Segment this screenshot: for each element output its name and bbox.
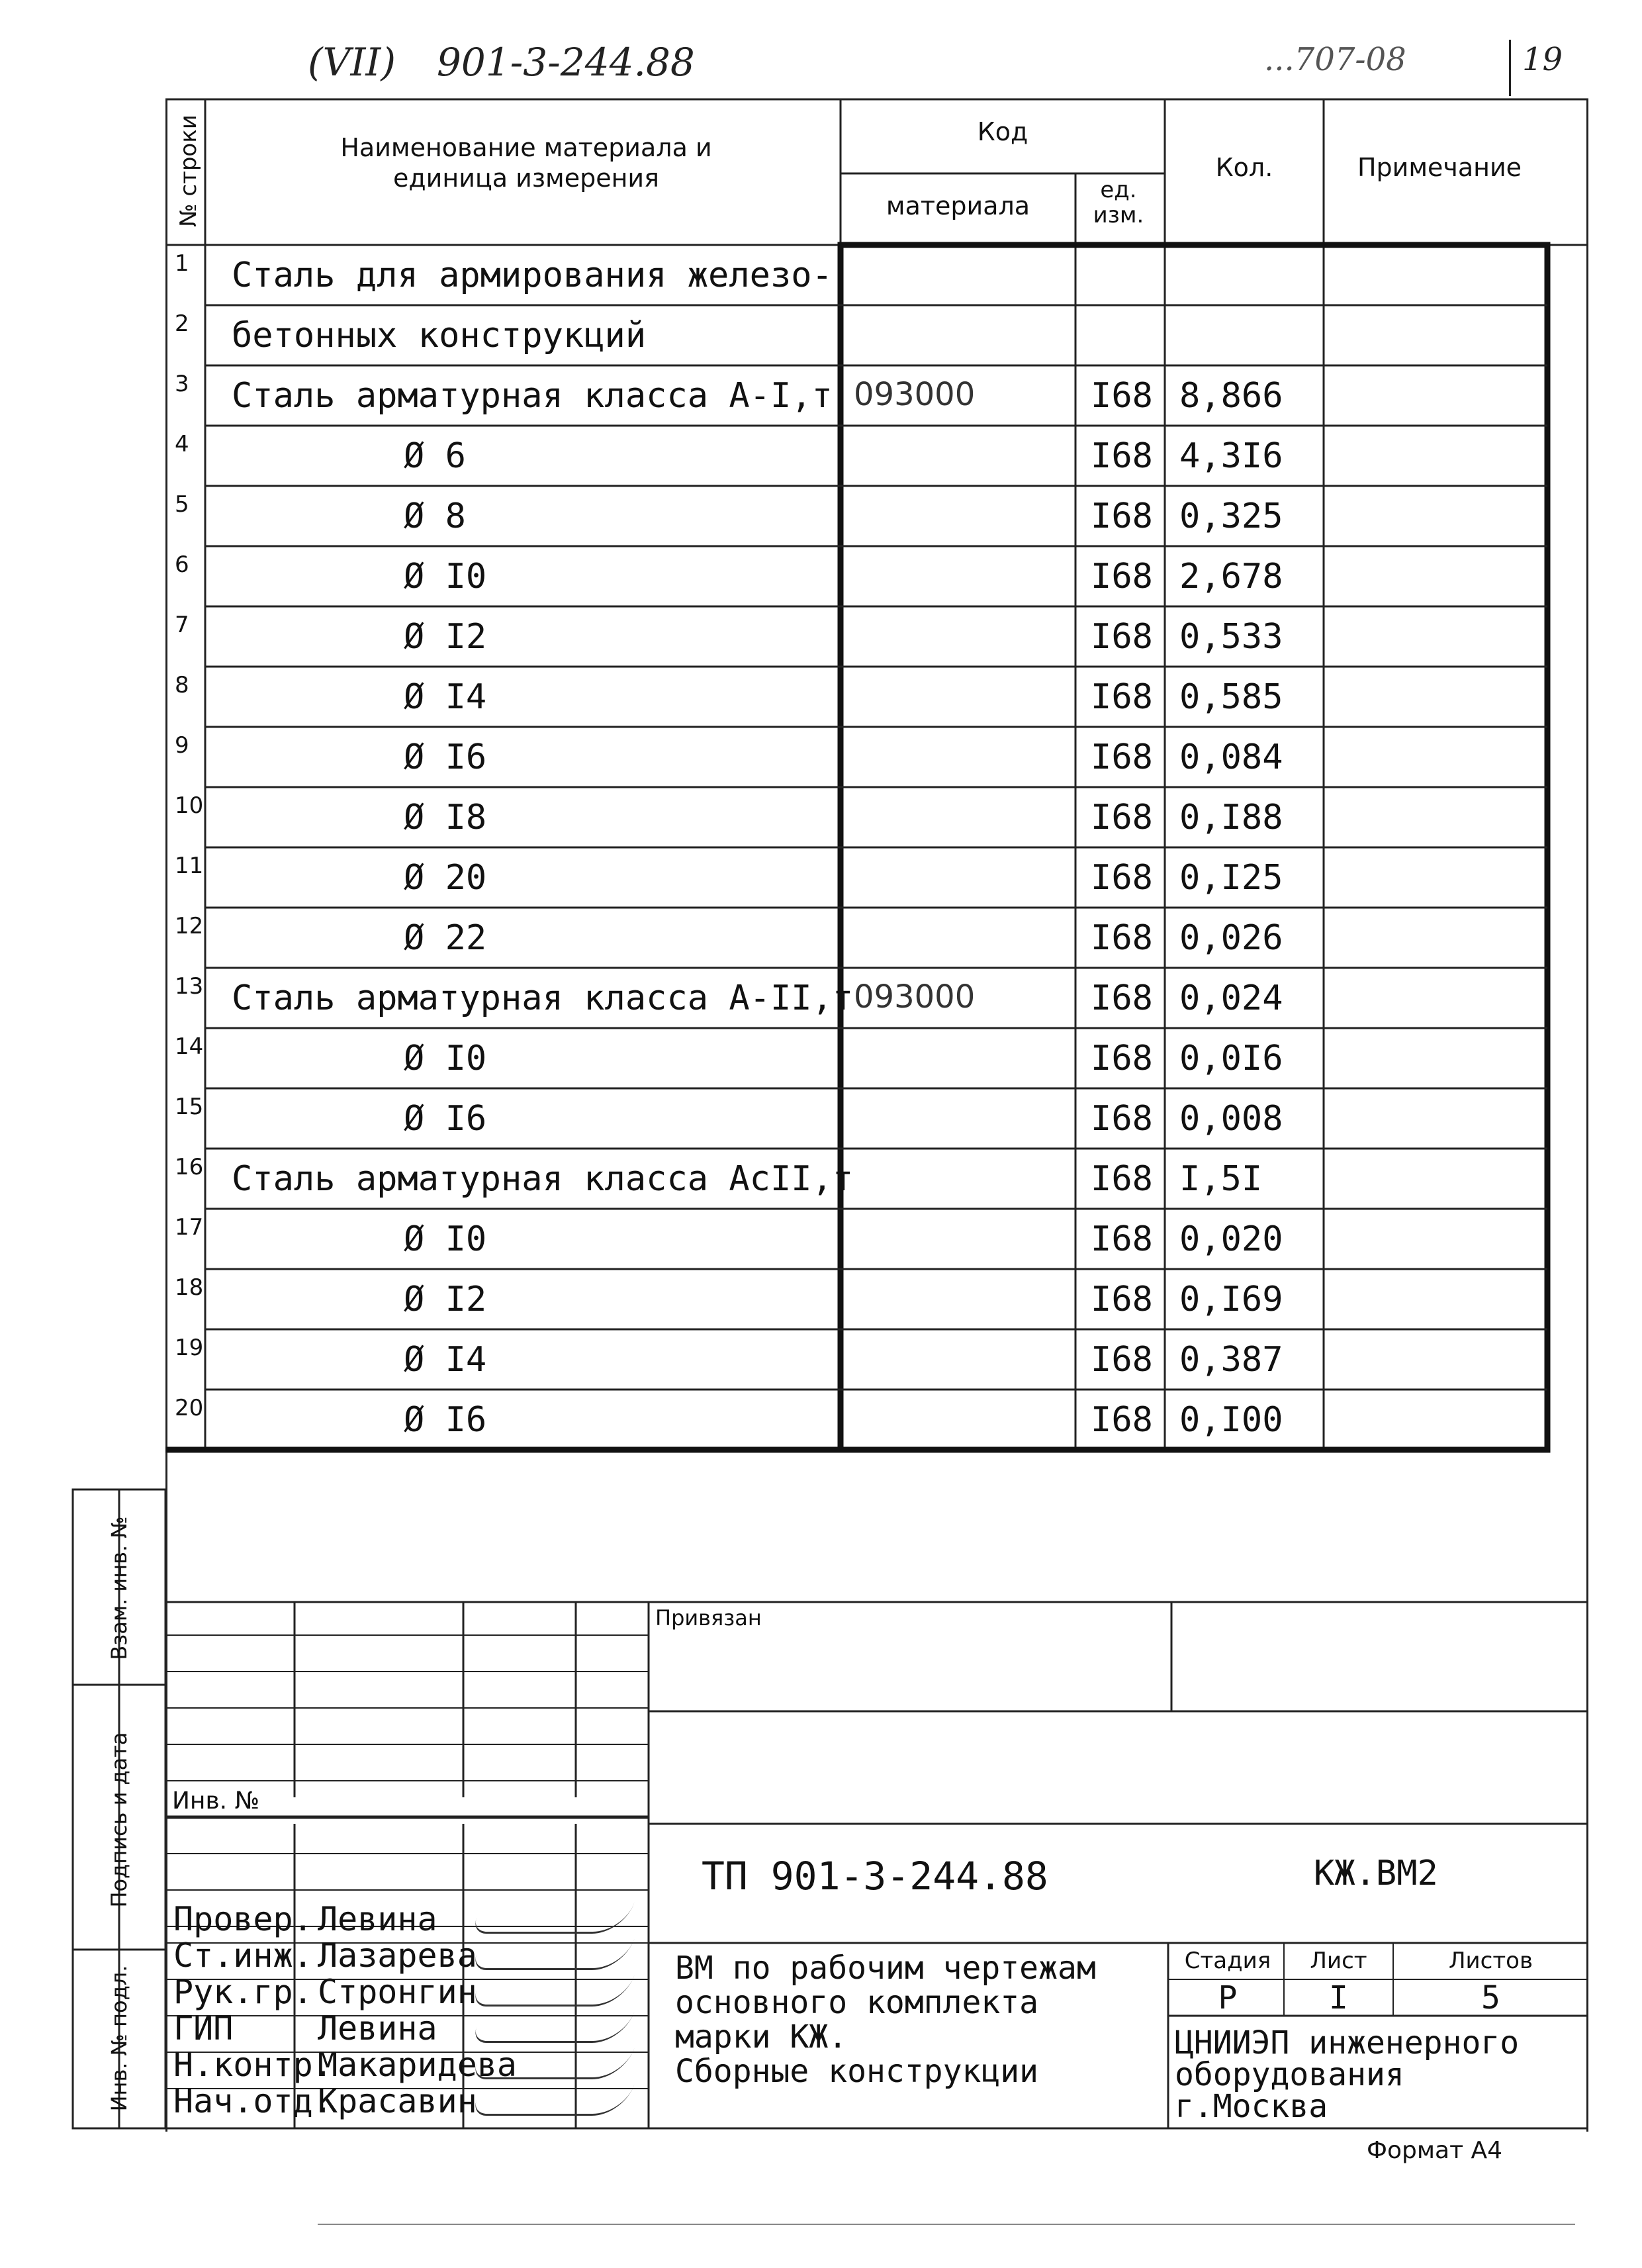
row-number: 11 — [175, 853, 204, 879]
format-label: Формат А4 — [1367, 2137, 1503, 2164]
name-header: Наименование материала и единица измерения — [340, 133, 712, 193]
signatory-name: Левина — [318, 1900, 437, 1938]
row-number: 3 — [175, 371, 189, 397]
row-number: 17 — [175, 1214, 204, 1241]
signature-mark — [471, 2048, 634, 2079]
quantity: 0,0I6 — [1179, 1039, 1283, 1078]
quantity: 0,084 — [1179, 737, 1283, 777]
material-name: Ø I4 — [404, 677, 487, 717]
sheet-value: I — [1329, 1979, 1348, 2016]
material-name: Ø I6 — [404, 1099, 487, 1139]
material-name: бетонных конструкций — [232, 316, 647, 355]
document-title-line: основного комплекта — [675, 1984, 1039, 2021]
note-header: Примечание — [1357, 153, 1522, 182]
row-number: 7 — [175, 612, 189, 638]
signatory-name: Стронгин — [318, 1973, 477, 2011]
material-name: Ø I0 — [404, 1219, 487, 1259]
signature-mark — [471, 2012, 634, 2043]
vzam-inv-label: Взам. инв. № — [107, 1516, 132, 1660]
row-number: 19 — [175, 1335, 204, 1361]
unit-code: I68 — [1091, 918, 1153, 958]
inv-no-label: Инв. № — [172, 1787, 260, 1815]
inv-podl-label: Инв. № подл. — [107, 1965, 132, 2112]
signatory-name: Макаридева — [318, 2046, 518, 2084]
unit-code: I68 — [1091, 1099, 1153, 1139]
unit-code: I68 — [1091, 1340, 1153, 1380]
unit-code: I68 — [1091, 798, 1153, 837]
row-number: 14 — [175, 1033, 204, 1060]
row-number: 13 — [175, 973, 204, 1000]
signatory-role: ГИП — [173, 2009, 234, 2048]
row-number: 9 — [175, 732, 189, 759]
right-code-handwritten: ...707-08 — [1264, 41, 1406, 78]
rownum-header: № строки — [175, 115, 202, 227]
document-number: ТП 901-3-244.88 — [702, 1854, 1048, 1899]
unit-code: I68 — [1091, 436, 1153, 476]
material-name: Ø 6 — [404, 436, 466, 476]
qty-header: Кол. — [1215, 153, 1273, 182]
signature-mark — [471, 1903, 634, 1934]
privyazan-label: Привязан — [655, 1605, 762, 1630]
quantity: 0,533 — [1179, 617, 1283, 657]
stage-label: Стадия — [1184, 1948, 1271, 1974]
unit-code: I68 — [1091, 617, 1153, 657]
signature-mark — [471, 1939, 634, 1970]
signatory-name: Левина — [318, 2009, 437, 2048]
material-code: 093000 — [854, 978, 976, 1016]
material-name: Ø 8 — [404, 496, 466, 536]
sheet-label: Лист — [1310, 1948, 1367, 1974]
material-name: Ø 20 — [404, 858, 487, 898]
roman-numeral: (VII) — [308, 40, 396, 85]
document-mark: КЖ.ВМ2 — [1314, 1854, 1438, 1893]
unit-code: I68 — [1091, 376, 1153, 416]
document-title-line: марки КЖ. — [675, 2018, 848, 2055]
signature-mark — [471, 1975, 634, 2007]
signatory-role: Рук.гр. — [173, 1973, 313, 2011]
page-number: 19 — [1522, 41, 1563, 78]
unit-code: I68 — [1091, 557, 1153, 596]
material-name: Ø 22 — [404, 918, 487, 958]
quantity: 0,020 — [1179, 1219, 1283, 1259]
stage-value: Р — [1218, 1979, 1238, 2016]
row-number: 1 — [175, 250, 189, 277]
signature-mark — [471, 2085, 634, 2116]
document-title-line: Сборные конструкции — [675, 2053, 1039, 2090]
material-name: Ø I2 — [404, 617, 487, 657]
signatory-name: Лазарева — [318, 1936, 477, 1975]
sheets-label: Листов — [1448, 1948, 1533, 1974]
material-code-header: материала — [886, 191, 1030, 220]
unit-code: I68 — [1091, 1400, 1153, 1440]
unit-code: I68 — [1091, 1219, 1153, 1259]
signatory-role: Нач.отд. — [173, 2082, 333, 2120]
quantity: 0,387 — [1179, 1340, 1283, 1380]
material-name: Ø I2 — [404, 1280, 487, 1319]
material-name: Сталь для армирования железо- — [232, 256, 833, 295]
quantity: 2,678 — [1179, 557, 1283, 596]
row-number: 16 — [175, 1154, 204, 1180]
organization-line: г.Москва — [1175, 2088, 1328, 2125]
quantity: 0,585 — [1179, 677, 1283, 717]
unit-code: I68 — [1091, 1159, 1153, 1199]
quantity: 0,I88 — [1179, 798, 1283, 837]
material-name: Сталь арматурная класса АсII,т — [232, 1159, 854, 1199]
material-name: Ø I4 — [404, 1340, 487, 1380]
signatory-role: Н.контр. — [173, 2046, 333, 2084]
signatory-name: Красавин — [318, 2082, 477, 2120]
row-number: 20 — [175, 1395, 204, 1421]
row-number: 12 — [175, 913, 204, 939]
quantity: 0,008 — [1179, 1099, 1283, 1139]
material-name: Ø I8 — [404, 798, 487, 837]
code-header: Код — [977, 117, 1028, 146]
unit-code: I68 — [1091, 496, 1153, 536]
row-number: 5 — [175, 491, 189, 518]
material-name: Ø I6 — [404, 737, 487, 777]
quantity: 0,I69 — [1179, 1280, 1283, 1319]
row-number: 10 — [175, 792, 204, 819]
signature-date-label: Подпись и дата — [107, 1732, 132, 1908]
document-code-handwritten: 901-3-244.88 — [437, 40, 695, 85]
unit-code: I68 — [1091, 677, 1153, 717]
unit-code: I68 — [1091, 978, 1153, 1018]
quantity: 4,3I6 — [1179, 436, 1283, 476]
row-number: 2 — [175, 310, 189, 337]
material-name: Ø I0 — [404, 557, 487, 596]
sheets-value: 5 — [1481, 1979, 1500, 2016]
unit-header: ед. изм. — [1093, 177, 1144, 228]
organization-line: ЦНИИЭП инженерного — [1175, 2024, 1520, 2061]
quantity: 0,I00 — [1179, 1400, 1283, 1440]
material-name: Ø I6 — [404, 1400, 487, 1440]
document-title-line: ВМ по рабочим чертежам — [675, 1950, 1096, 1987]
material-name: Сталь арматурная класса А-II,т — [232, 978, 854, 1018]
quantity: 0,325 — [1179, 496, 1283, 536]
quantity: I,5I — [1179, 1159, 1263, 1199]
row-number: 6 — [175, 551, 189, 578]
quantity: 0,I25 — [1179, 858, 1283, 898]
material-name: Ø I0 — [404, 1039, 487, 1078]
quantity: 0,026 — [1179, 918, 1283, 958]
row-number: 4 — [175, 431, 189, 457]
row-number: 18 — [175, 1274, 204, 1301]
unit-code: I68 — [1091, 858, 1153, 898]
material-name: Сталь арматурная класса А-I,т — [232, 376, 833, 416]
unit-code: I68 — [1091, 1039, 1153, 1078]
row-number: 15 — [175, 1094, 204, 1120]
material-code: 093000 — [854, 376, 976, 413]
signatory-role: Провер. — [173, 1900, 313, 1938]
unit-code: I68 — [1091, 1280, 1153, 1319]
quantity: 0,024 — [1179, 978, 1283, 1018]
row-number: 8 — [175, 672, 189, 698]
unit-code: I68 — [1091, 737, 1153, 777]
signatory-role: Ст.инж. — [173, 1936, 313, 1975]
quantity: 8,866 — [1179, 376, 1283, 416]
organization-line: оборудования — [1175, 2056, 1404, 2093]
